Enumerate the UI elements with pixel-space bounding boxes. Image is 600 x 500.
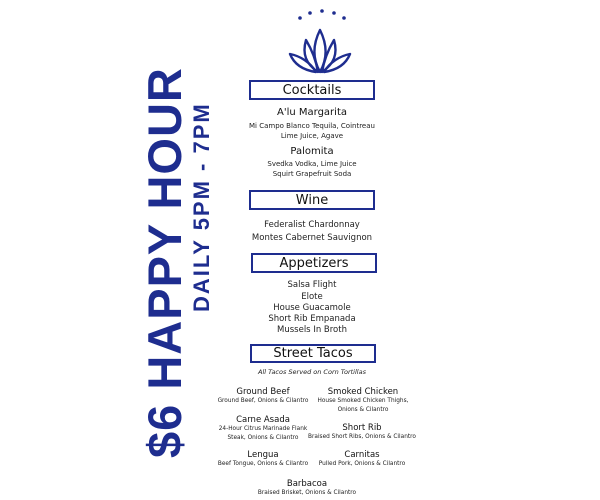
wine-item: Montes Cabernet Sauvignon xyxy=(251,233,373,243)
street-tacos-header xyxy=(250,344,376,363)
cocktail-desc: Lime Juice, Agave xyxy=(280,132,344,140)
taco-item xyxy=(208,415,318,443)
appetizer-item: Elote xyxy=(301,292,323,302)
cocktails-header-label: Cocktails xyxy=(282,82,342,98)
wine-item: Federalist Chardonnay xyxy=(264,220,360,230)
taco-name: Short Rib xyxy=(342,423,382,433)
taco-name: Carne Asada xyxy=(236,415,290,425)
taco-desc: Onions & Cilantro xyxy=(337,407,389,413)
taco-item xyxy=(208,387,318,406)
happy-hour-title xyxy=(140,67,214,458)
title-line-2: DAILY 5PM - 7PM xyxy=(189,102,214,312)
taco-name: Ground Beef xyxy=(236,387,290,397)
taco-item xyxy=(252,479,362,498)
taco-desc: Braised Brisket, Onions & Cilantro xyxy=(257,490,357,496)
title-line-1: $6 HAPPY HOUR xyxy=(138,67,191,458)
appetizers-header-label: Appetizers xyxy=(279,255,349,271)
cocktail-name: Palomita xyxy=(290,146,334,157)
cocktail-desc: Mi Campo Blanco Tequila, Cointreau xyxy=(249,122,375,130)
taco-item xyxy=(308,387,418,415)
appetizers-header xyxy=(251,253,377,273)
cocktail-desc: Svedka Vodka, Lime Juice xyxy=(267,160,357,168)
street-tacos-header-label: Street Tacos xyxy=(273,346,353,361)
taco-name: Smoked Chicken xyxy=(327,387,399,397)
taco-desc: Pulled Pork, Onions & Cilantro xyxy=(318,461,406,467)
taco-desc: Beef Tongue, Onions & Cilantro xyxy=(217,461,309,467)
agave-leaf-icon xyxy=(282,8,358,76)
appetizer-item: Mussels In Broth xyxy=(277,325,347,335)
cocktail-name: A'lu Margarita xyxy=(277,107,347,118)
cocktails-header xyxy=(249,80,375,100)
taco-desc: Steak, Onions & Cilantro xyxy=(227,435,299,441)
tacos-note: All Tacos Served on Corn Tortillas xyxy=(258,368,366,376)
wine-header xyxy=(249,190,375,210)
cocktail-desc: Squirt Grapefruit Soda xyxy=(272,170,352,178)
taco-desc: Braised Short Ribs, Onions & Cilantro xyxy=(308,434,416,440)
taco-name: Barbacoa xyxy=(286,479,328,489)
taco-item xyxy=(307,423,417,442)
appetizer-item: Short Rib Empanada xyxy=(268,314,356,324)
taco-desc: House Smoked Chicken Thighs, xyxy=(317,398,409,404)
taco-name: Lengua xyxy=(247,450,279,460)
appetizer-item: House Guacamole xyxy=(273,303,351,313)
taco-desc: 24-Hour Citrus Marinade Flank xyxy=(218,426,308,432)
taco-item xyxy=(208,450,318,469)
wine-header-label: Wine xyxy=(295,192,329,208)
taco-item xyxy=(307,450,417,469)
taco-desc: Ground Beef, Onions & Cilantro xyxy=(217,398,309,404)
appetizer-item: Salsa Flight xyxy=(287,280,337,290)
taco-name: Carnitas xyxy=(344,450,380,460)
